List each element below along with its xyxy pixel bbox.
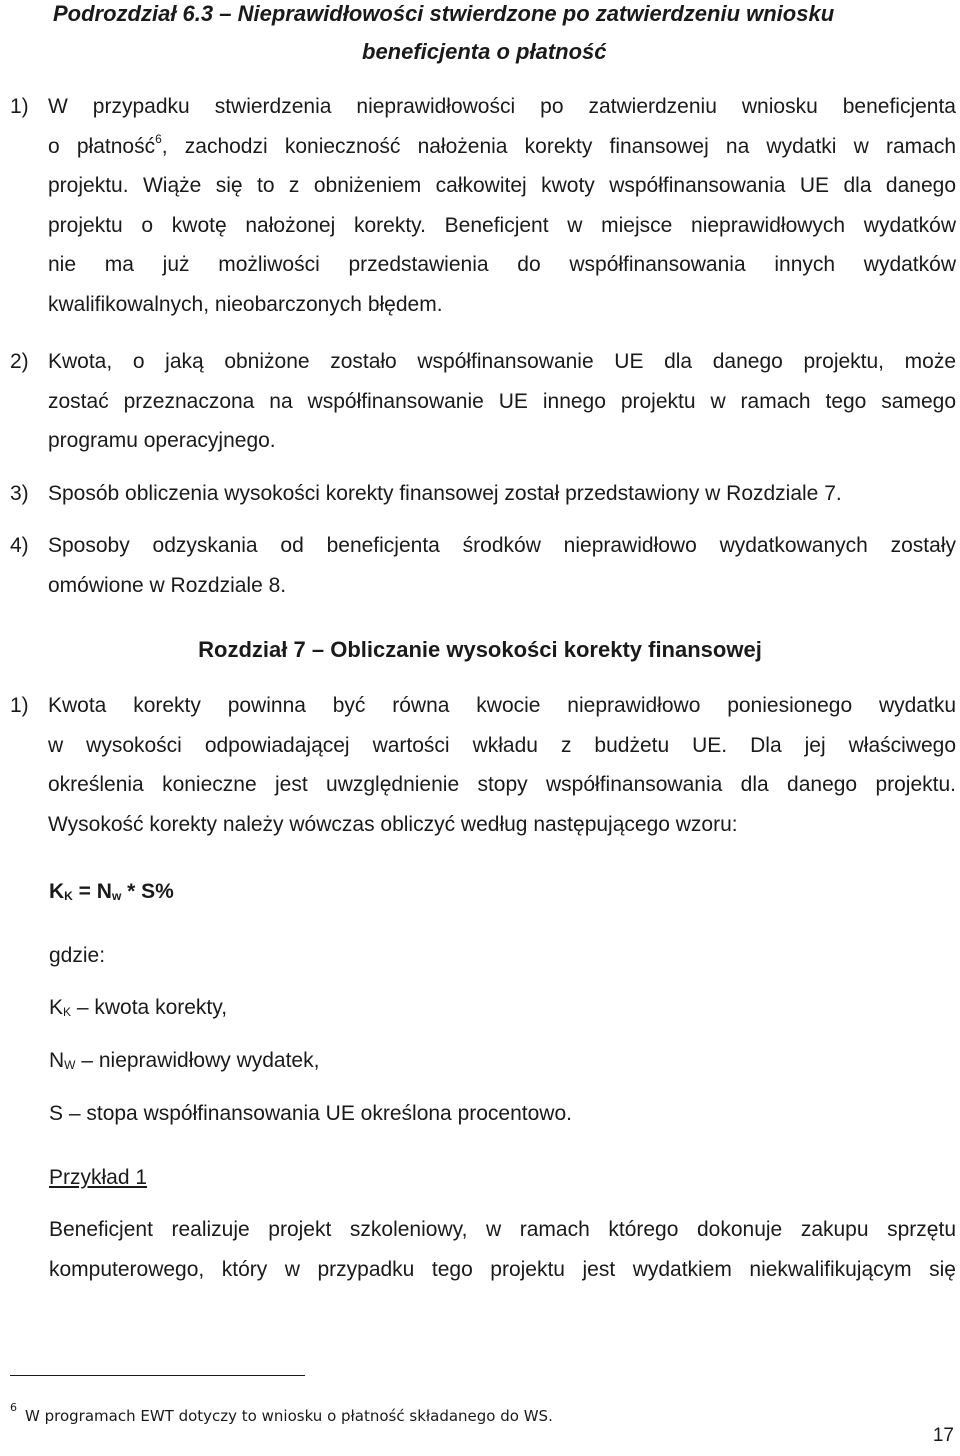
list-item-6-3-1: [10, 87, 956, 324]
definition-k: [49, 988, 227, 1028]
list-item-number: 1): [10, 95, 29, 118]
text-line: omówione w Rozdziale 8.: [48, 573, 287, 597]
text-line: Kwota korekty powinna być równa kwocie nieprawidłowo poniesionego wydatku: [48, 694, 956, 717]
formula-subscript-k: K: [64, 889, 73, 903]
formula-equals: =: [72, 880, 97, 903]
list-item-text: [48, 474, 956, 514]
definition-symbol: N: [49, 1049, 65, 1072]
text-line: Kwota, o jaką obniżone zostało współfinansowanie UE dla danego projektu, może: [48, 350, 956, 373]
subsection-heading-line-1: Podrozdział 6.3 – Nieprawidłowości stwierdzone po zatwierdzeniu wniosku: [53, 1, 835, 26]
example-heading-text: Przykład 1: [49, 1166, 148, 1189]
text-line: Wysokość korekty należy wówczas obliczyć według następującego wzoru:: [48, 812, 738, 836]
text-fragment: o płatność: [48, 134, 156, 158]
list-item-number: 3): [10, 482, 29, 505]
text-line: nie ma już możliwości przedstawienia do współfinansowania innych wydatków: [48, 253, 956, 276]
list-item-number: 1): [10, 694, 29, 717]
example-body: [49, 1210, 956, 1290]
text-line: w wysokości odpowiadającej wartości wkładu z budżetu UE. Dla jej właściwego: [48, 733, 956, 757]
list-item-number: 4): [10, 534, 29, 557]
chapter-heading-text: Rozdział 7 – Obliczanie wysokości korekty finansowej: [198, 637, 762, 662]
definition-symbol: K: [49, 996, 64, 1019]
text-fragment: , zachodzi konieczność nałożenia korekty finansowej na wydatki w ramach: [161, 134, 956, 158]
text-line: [48, 127, 956, 167]
formula-symbol-k: K: [49, 880, 65, 903]
text-line: określenia konieczne jest uwzględnienie stopy współfinansowania dla danego projektu.: [48, 773, 956, 796]
list-item-number: 2): [10, 350, 29, 373]
footnote: [10, 1401, 553, 1426]
text-line: projektu. Wiąże się to z obniżeniem całkowitej kwoty współfinansowania UE dla danego: [48, 174, 956, 197]
definition-text: – kwota korekty,: [71, 996, 228, 1019]
where-label: gdzie:: [49, 944, 106, 967]
list-item-6-3-2: [10, 342, 956, 461]
example-heading: [49, 1158, 147, 1198]
definition-subscript: W: [64, 1058, 76, 1072]
formula-symbol-n: N: [96, 880, 112, 903]
formula-subscript-n: w: [111, 889, 122, 903]
definition-s: [49, 1094, 572, 1134]
text-line: Sposoby odzyskania od beneficjenta środków nieprawidłowo wydatkowanych zostały: [48, 534, 956, 557]
footnote-number: 6: [10, 1401, 17, 1414]
list-item-text: [48, 87, 956, 324]
text-line: kwalifikowalnych, nieobarczonych błędem.: [48, 292, 443, 316]
definition-subscript: K: [63, 1005, 72, 1019]
text-line: programu operacyjnego.: [48, 429, 276, 452]
list-item-6-3-3: [10, 474, 956, 514]
formula: [49, 872, 174, 912]
text-line: projektu o kwotę nałożonej korekty. Beneficjent w miejsce nieprawidłowych wydatków: [48, 213, 956, 237]
footnote-reference: 6: [155, 131, 162, 146]
footnote-text: W programach EWT dotyczy to wniosku o płatność składanego do WS.: [25, 1407, 553, 1425]
text-line: komputerowego, który w przypadku tego projektu jest wydatkiem niekwalifikującym się: [49, 1258, 956, 1281]
list-item-6-3-4: [10, 526, 956, 605]
formula-rest: * S%: [121, 880, 174, 903]
list-item-7-1: [10, 686, 956, 844]
definition-n: [49, 1041, 319, 1081]
subsection-heading-line-2: beneficjenta o płatność: [362, 39, 607, 64]
list-item-text: [48, 686, 956, 844]
definition-symbol: S: [49, 1102, 64, 1125]
text-line: Beneficjent realizuje projekt szkoleniowy, w ramach którego dokonuje zakupu sprzętu: [49, 1218, 956, 1241]
list-item-text: [48, 342, 956, 461]
chapter-heading: [0, 630, 960, 670]
definition-text: – stopa współfinansowania UE określona procentowo.: [63, 1102, 572, 1125]
text-line: Sposób obliczenia wysokości korekty finansowej został przedstawiony w Rozdziale 7.: [48, 482, 842, 505]
text-line: zostać przeznaczona na współfinansowanie UE innego projektu w ramach tego samego: [48, 389, 956, 413]
footnote-separator: [10, 1375, 305, 1376]
definition-text: – nieprawidłowy wydatek,: [75, 1049, 320, 1072]
list-item-text: [48, 526, 956, 605]
page-number: 17: [932, 1425, 954, 1446]
text-line: W przypadku stwierdzenia nieprawidłowości po zatwierdzeniu wniosku beneficjenta: [48, 95, 956, 118]
